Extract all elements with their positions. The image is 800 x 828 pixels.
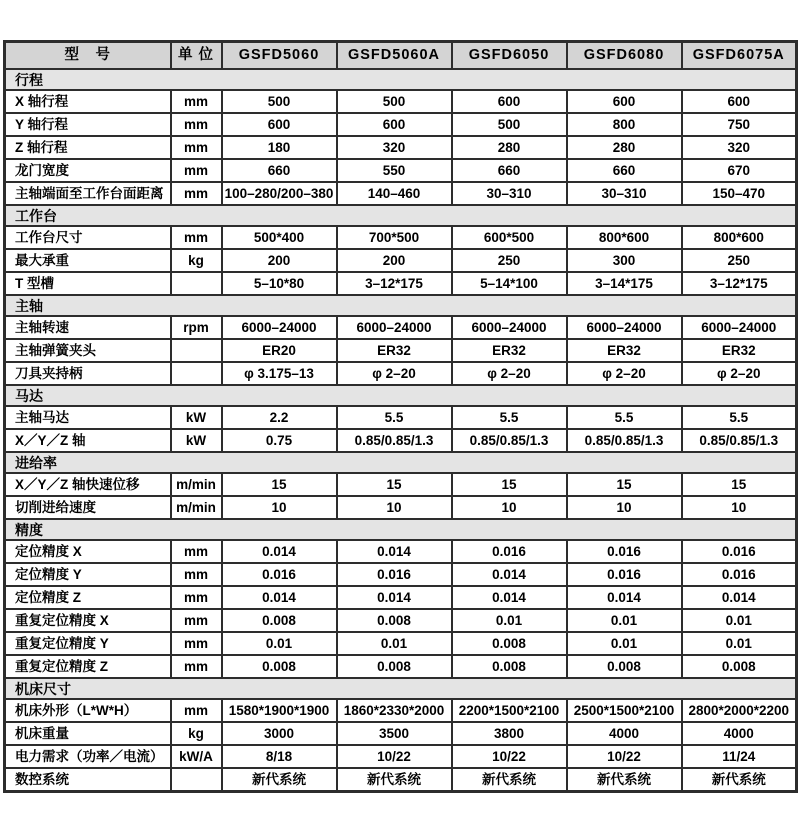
spec-value-cell: 500 [452,113,567,136]
column-header-model: 型 号 [5,42,171,70]
spec-value-cell: ER32 [682,339,797,362]
spec-row-label: 主轴马达 [5,406,171,429]
spec-value-cell: ER32 [337,339,452,362]
spec-value-cell: 新代系统 [682,768,797,792]
spec-value-cell: 660 [567,159,682,182]
spec-value-cell: 0.008 [337,609,452,632]
spec-row-unit: mm [171,90,222,113]
spec-value-cell: 2500*1500*2100 [567,699,682,722]
spec-value-cell: 6000–24000 [337,316,452,339]
spec-row [5,745,797,768]
spec-row-label: 重复定位精度 X [5,609,171,632]
spec-row-label: 数控系统 [5,768,171,792]
spec-value-cell: 0.85/0.85/1.3 [682,429,797,452]
section-title: 精度 [5,519,797,540]
spec-row-unit: mm [171,699,222,722]
spec-value-cell: 5–10*80 [222,272,337,295]
spec-value-cell: 670 [682,159,797,182]
spec-value-cell: 5.5 [452,406,567,429]
spec-row-unit: rpm [171,316,222,339]
spec-value-cell: 4000 [682,722,797,745]
spec-value-cell: 0.008 [452,632,567,655]
spec-value-cell: 140–460 [337,182,452,205]
spec-value-cell: 10 [452,496,567,519]
spec-value-cell: 0.008 [222,655,337,678]
spec-value-cell: 660 [452,159,567,182]
spec-value-cell: ER20 [222,339,337,362]
spec-value-cell: 11/24 [682,745,797,768]
spec-row-unit: mm [171,632,222,655]
spec-value-cell: 30–310 [567,182,682,205]
spec-value-cell: 0.014 [337,586,452,609]
spec-row-label: X 轴行程 [5,90,171,113]
spec-value-cell: 3–14*175 [567,272,682,295]
spec-value-cell: 6000–24000 [682,316,797,339]
spec-value-cell: 0.01 [337,632,452,655]
spec-row-label: 电力需求（功率／电流） [5,745,171,768]
spec-row-label: 切削进给速度 [5,496,171,519]
column-header-model-name: GSFD6075A [682,42,797,70]
spec-row-label: Z 轴行程 [5,136,171,159]
spec-row [5,586,797,609]
spec-value-cell: 600 [682,90,797,113]
section-row [5,519,797,540]
spec-row-label: 机床外形（L*W*H） [5,699,171,722]
spec-value-cell: 600 [222,113,337,136]
column-header-model-name: GSFD5060A [337,42,452,70]
section-title: 行程 [5,69,797,90]
spec-value-cell: 0.014 [452,586,567,609]
spec-value-cell: 10 [222,496,337,519]
spec-value-cell: 150–470 [682,182,797,205]
spec-row [5,563,797,586]
spec-value-cell: 0.016 [452,540,567,563]
spec-row-unit [171,339,222,362]
spec-value-cell: 1580*1900*1900 [222,699,337,722]
spec-value-cell: 10/22 [452,745,567,768]
spec-row [5,136,797,159]
spec-row [5,316,797,339]
spec-row-unit: mm [171,609,222,632]
spec-value-cell: 0.01 [567,632,682,655]
section-row [5,385,797,406]
spec-row [5,473,797,496]
spec-row [5,768,797,792]
spec-row [5,429,797,452]
spec-row-unit: mm [171,540,222,563]
spec-row [5,632,797,655]
spec-value-cell: 280 [567,136,682,159]
column-header-model-name: GSFD5060 [222,42,337,70]
spec-value-cell: 新代系统 [567,768,682,792]
section-title: 主轴 [5,295,797,316]
spec-value-cell: 660 [222,159,337,182]
spec-value-cell: 5.5 [567,406,682,429]
spec-value-cell: 800 [567,113,682,136]
column-header-unit: 单 位 [171,42,222,70]
spec-value-cell: φ 2–20 [452,362,567,385]
spec-value-cell: 15 [682,473,797,496]
spec-value-cell: 10/22 [567,745,682,768]
spec-value-cell: 0.014 [452,563,567,586]
spec-row-label: 重复定位精度 Y [5,632,171,655]
spec-value-cell: 0.008 [567,655,682,678]
spec-value-cell: 3000 [222,722,337,745]
spec-row [5,339,797,362]
spec-value-cell: 0.016 [567,540,682,563]
spec-value-cell: 3–12*175 [682,272,797,295]
spec-row [5,406,797,429]
spec-value-cell: φ 2–20 [567,362,682,385]
spec-row-label: T 型槽 [5,272,171,295]
spec-value-cell: ER32 [452,339,567,362]
spec-row [5,722,797,745]
spec-value-cell: 250 [452,249,567,272]
spec-value-cell: 300 [567,249,682,272]
spec-value-cell: 0.008 [222,609,337,632]
spec-value-cell: 100–280/200–380 [222,182,337,205]
spec-value-cell: 500 [222,90,337,113]
spec-row-unit: kg [171,722,222,745]
spec-row-label: 定位精度 X [5,540,171,563]
spec-value-cell: 500 [337,90,452,113]
spec-value-cell: 0.75 [222,429,337,452]
section-row [5,69,797,90]
section-title: 工作台 [5,205,797,226]
spec-row [5,90,797,113]
spec-value-cell: 0.008 [682,655,797,678]
spec-row-unit [171,768,222,792]
spec-value-cell: 0.016 [337,563,452,586]
spec-row-label: 定位精度 Z [5,586,171,609]
machine-spec-table [3,40,798,793]
spec-value-cell: 600 [337,113,452,136]
spec-value-cell: 15 [337,473,452,496]
spec-row [5,655,797,678]
spec-value-cell: 0.008 [337,655,452,678]
spec-row-label: 主轴端面至工作台面距离 [5,182,171,205]
spec-row-unit [171,272,222,295]
spec-value-cell: 30–310 [452,182,567,205]
spec-value-cell: 0.85/0.85/1.3 [567,429,682,452]
spec-value-cell: 0.016 [567,563,682,586]
spec-value-cell: 15 [222,473,337,496]
spec-value-cell: 3800 [452,722,567,745]
spec-row [5,496,797,519]
spec-value-cell: ER32 [567,339,682,362]
spec-row-label: X／Y／Z 轴 [5,429,171,452]
spec-value-cell: φ 2–20 [682,362,797,385]
spec-value-cell: 0.016 [682,563,797,586]
spec-value-cell: 0.01 [682,632,797,655]
spec-value-cell: 800*600 [567,226,682,249]
spec-value-cell: 10 [567,496,682,519]
spec-value-cell: 0.014 [222,540,337,563]
spec-row [5,159,797,182]
table-header-row [5,42,797,70]
spec-value-cell: 新代系统 [222,768,337,792]
section-row [5,295,797,316]
spec-value-cell: 600 [567,90,682,113]
spec-value-cell: 0.008 [452,655,567,678]
spec-row [5,540,797,563]
spec-row [5,362,797,385]
spec-row-unit: mm [171,655,222,678]
spec-row-unit: mm [171,136,222,159]
spec-row [5,272,797,295]
spec-row-label: 最大承重 [5,249,171,272]
spec-row-unit: kW [171,429,222,452]
spec-value-cell: 0.01 [452,609,567,632]
spec-value-cell: 15 [452,473,567,496]
section-title: 机床尺寸 [5,678,797,699]
section-row [5,452,797,473]
spec-row-label: 龙门宽度 [5,159,171,182]
spec-row-unit: m/min [171,473,222,496]
spec-row-label: 工作台尺寸 [5,226,171,249]
spec-row [5,249,797,272]
spec-value-cell: 2800*2000*2200 [682,699,797,722]
spec-value-cell: 0.01 [682,609,797,632]
spec-row [5,226,797,249]
section-title: 进给率 [5,452,797,473]
spec-value-cell: 0.01 [222,632,337,655]
spec-value-cell: 0.014 [567,586,682,609]
spec-row-unit: m/min [171,496,222,519]
spec-value-cell: 320 [682,136,797,159]
spec-value-cell: 0.014 [682,586,797,609]
spec-row-unit: mm [171,226,222,249]
spec-value-cell: 6000–24000 [222,316,337,339]
spec-value-cell: 0.85/0.85/1.3 [337,429,452,452]
spec-row-label: 主轴弹簧夹头 [5,339,171,362]
section-row [5,205,797,226]
spec-value-cell: 0.01 [567,609,682,632]
section-title: 马达 [5,385,797,406]
spec-row-label: 定位精度 Y [5,563,171,586]
spec-value-cell: 250 [682,249,797,272]
spec-value-cell: 10 [337,496,452,519]
spec-value-cell: 500*400 [222,226,337,249]
spec-value-cell: 0.016 [222,563,337,586]
spec-row [5,182,797,205]
spec-value-cell: 280 [452,136,567,159]
spec-row [5,699,797,722]
spec-row-label: 机床重量 [5,722,171,745]
spec-value-cell: 0.016 [682,540,797,563]
spec-row-unit: mm [171,159,222,182]
spec-value-cell: 8/18 [222,745,337,768]
spec-row-unit: kW [171,406,222,429]
spec-value-cell: 550 [337,159,452,182]
spec-value-cell: 5.5 [682,406,797,429]
spec-value-cell: 200 [222,249,337,272]
spec-row-unit: mm [171,563,222,586]
spec-value-cell: 6000–24000 [452,316,567,339]
spec-row-label: 刀具夹持柄 [5,362,171,385]
spec-row-label: X／Y／Z 轴快速位移 [5,473,171,496]
spec-value-cell: 800*600 [682,226,797,249]
section-row [5,678,797,699]
spec-value-cell: 1860*2330*2000 [337,699,452,722]
spec-value-cell: 700*500 [337,226,452,249]
spec-value-cell: 5–14*100 [452,272,567,295]
spec-value-cell: 3500 [337,722,452,745]
spec-row-unit: kW/A [171,745,222,768]
column-header-model-name: GSFD6050 [452,42,567,70]
spec-value-cell: 600*500 [452,226,567,249]
spec-row-label: 主轴转速 [5,316,171,339]
spec-value-cell: 320 [337,136,452,159]
spec-value-cell: 4000 [567,722,682,745]
spec-value-cell: 750 [682,113,797,136]
spec-row-unit: mm [171,113,222,136]
spec-value-cell: 10 [682,496,797,519]
column-header-model-name: GSFD6080 [567,42,682,70]
spec-row-unit: mm [171,182,222,205]
spec-value-cell: 0.014 [337,540,452,563]
spec-row-unit: mm [171,586,222,609]
spec-value-cell: 5.5 [337,406,452,429]
spec-value-cell: 2200*1500*2100 [452,699,567,722]
spec-value-cell: 0.85/0.85/1.3 [452,429,567,452]
spec-row [5,609,797,632]
spec-value-cell: 600 [452,90,567,113]
spec-value-cell: φ 2–20 [337,362,452,385]
spec-value-cell: φ 3.175–13 [222,362,337,385]
spec-row-unit [171,362,222,385]
spec-value-cell: 10/22 [337,745,452,768]
spec-value-cell: 新代系统 [337,768,452,792]
spec-value-cell: 15 [567,473,682,496]
spec-value-cell: 200 [337,249,452,272]
spec-value-cell: 6000–24000 [567,316,682,339]
spec-value-cell: 0.014 [222,586,337,609]
spec-value-cell: 3–12*175 [337,272,452,295]
spec-row-label: 重复定位精度 Z [5,655,171,678]
spec-value-cell: 2.2 [222,406,337,429]
spec-row-unit: kg [171,249,222,272]
spec-value-cell: 新代系统 [452,768,567,792]
spec-value-cell: 180 [222,136,337,159]
spec-row-label: Y 轴行程 [5,113,171,136]
spec-row [5,113,797,136]
